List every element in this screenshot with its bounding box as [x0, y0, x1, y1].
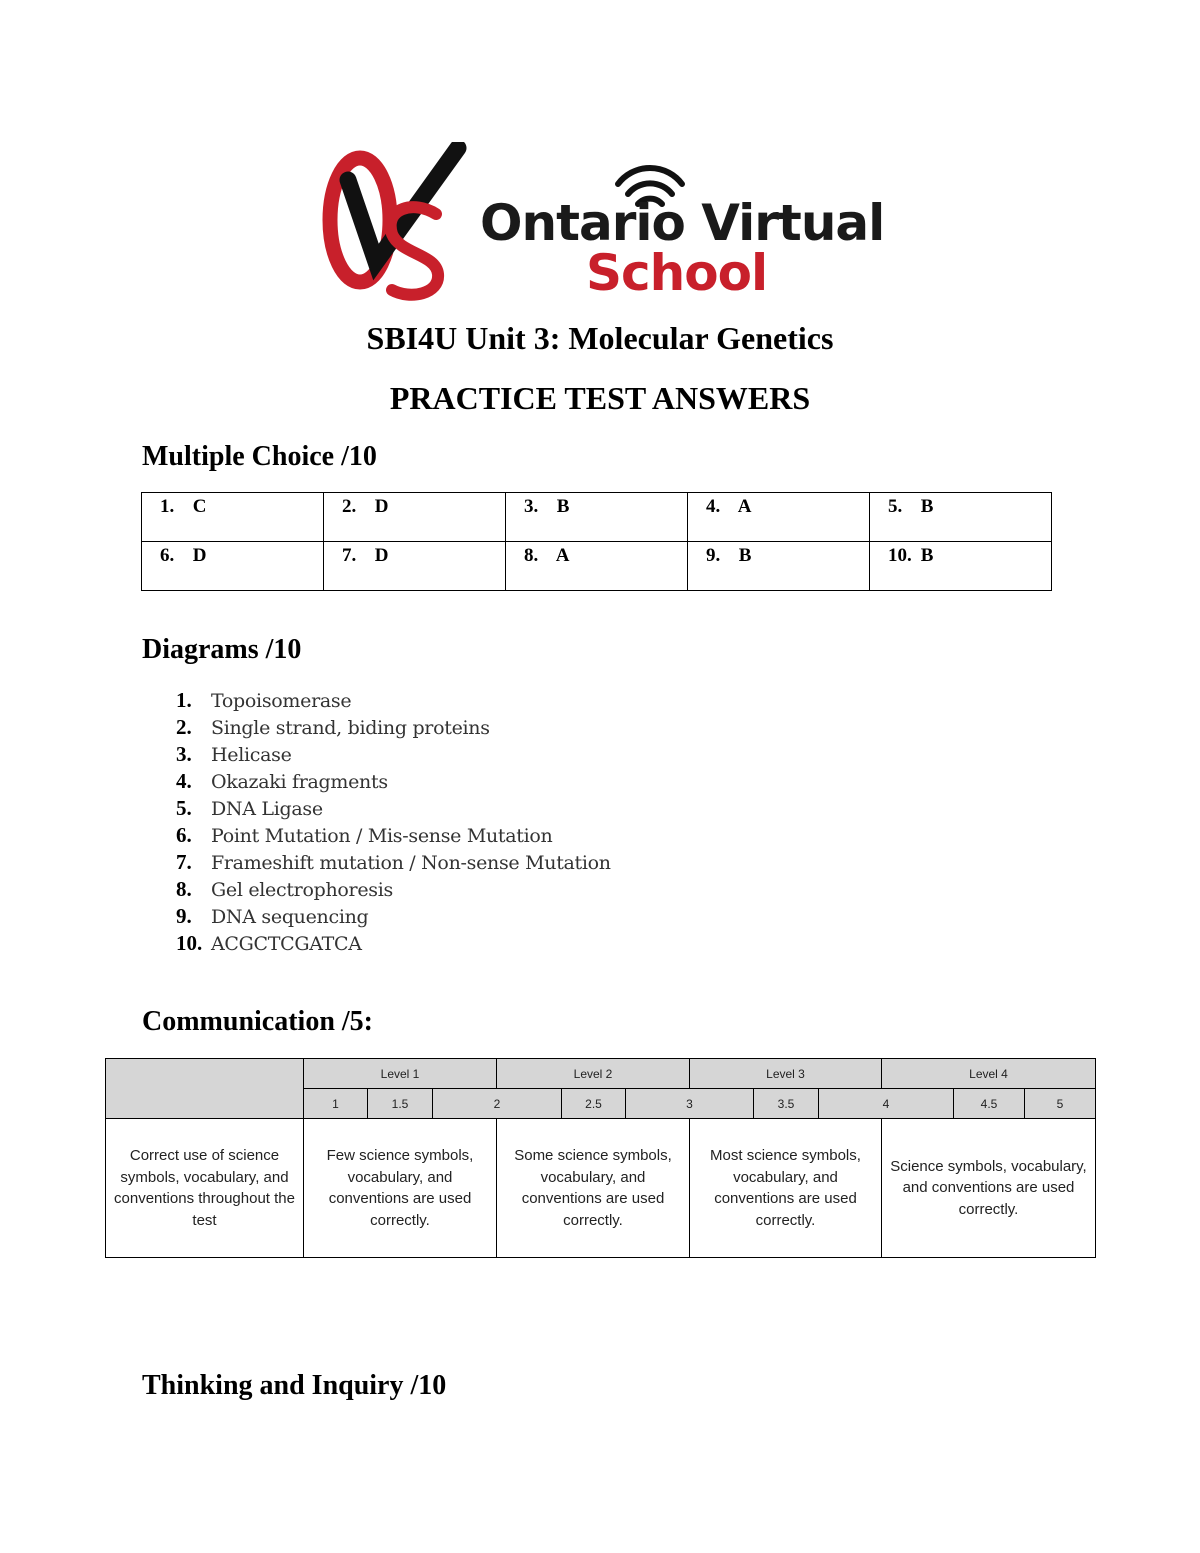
answer-letter: B [738, 545, 752, 566]
item-text: Frameshift mutation / Non-sense Mutation [211, 852, 611, 874]
answer-cell [506, 542, 688, 591]
rubric-score: 2.5 [561, 1088, 626, 1119]
answer-letter: B [556, 496, 570, 517]
rubric-level-header: Level 3 [689, 1058, 882, 1089]
item-number: 9. [176, 904, 192, 928]
item-text: Topoisomerase [211, 690, 352, 712]
question-number: 1. [160, 496, 175, 517]
rubric-descriptor-level-1: Few science symbols, vocabulary, and conventions are used correctly. [303, 1118, 497, 1258]
rubric-descriptor-level-4: Science symbols, vocabulary, and conventions are used correctly. [881, 1118, 1096, 1258]
item-text: ACGCTCGATCA [211, 933, 362, 955]
rubric-criterion: Correct use of science symbols, vocabulary, and conventions throughout the test [105, 1118, 304, 1258]
rubric-level-header: Level 2 [496, 1058, 690, 1089]
ovs-monogram-icon [318, 142, 498, 302]
rubric-descriptor-level-2: Some science symbols, vocabulary, and conventions are used correctly. [496, 1118, 690, 1258]
item-text: Gel electrophoresis [211, 879, 393, 901]
item-text: Helicase [211, 744, 292, 766]
logo-text-ontario-virtual: Ontario Virtual [480, 194, 885, 252]
document-title: PRACTICE TEST ANSWERS [389, 380, 811, 416]
answer-letter: A [737, 496, 752, 517]
school-logo [318, 142, 890, 302]
question-number: 9. [706, 545, 721, 566]
answer-letter: B [920, 496, 934, 517]
thinking-inquiry-heading: Thinking and Inquiry /10 [142, 1370, 447, 1401]
diagrams-answer-list [176, 687, 611, 957]
list-item [176, 768, 611, 795]
rubric-level-header: Level 4 [881, 1058, 1096, 1089]
item-number: 2. [176, 715, 192, 739]
rubric-score: 1 [303, 1088, 368, 1119]
table-row [142, 493, 1052, 542]
rubric-descriptor-level-3: Most science symbols, vocabulary, and conventions are used correctly. [689, 1118, 882, 1258]
answer-letter: D [192, 545, 207, 566]
item-number: 4. [176, 769, 192, 793]
rubric-score: 3.5 [753, 1088, 819, 1119]
question-number: 10. [888, 545, 912, 566]
table-row [142, 542, 1052, 591]
answer-cell [324, 542, 506, 591]
item-number: 6. [176, 823, 192, 847]
answer-cell [324, 493, 506, 542]
item-text: Single strand, biding proteins [211, 717, 490, 739]
answer-letter: D [374, 545, 389, 566]
list-item [176, 903, 611, 930]
list-item [176, 714, 611, 741]
item-number: 3. [176, 742, 192, 766]
rubric-score: 2 [432, 1088, 562, 1119]
answer-cell [506, 493, 688, 542]
course-title: SBI4U Unit 3: Molecular Genetics [366, 320, 834, 356]
rubric-score: 1.5 [367, 1088, 433, 1119]
question-number: 4. [706, 496, 721, 517]
rubric-header-blank [105, 1058, 304, 1119]
list-item [176, 795, 611, 822]
multiple-choice-answer-table [141, 492, 1052, 591]
item-text: Point Mutation / Mis-sense Mutation [211, 825, 553, 847]
list-item [176, 822, 611, 849]
list-item [176, 741, 611, 768]
list-item [176, 687, 611, 714]
answer-cell [870, 542, 1052, 591]
list-item [176, 849, 611, 876]
answer-cell [142, 542, 324, 591]
item-text: Okazaki fragments [211, 771, 388, 793]
answer-cell [688, 542, 870, 591]
question-number: 2. [342, 496, 357, 517]
answer-letter: D [374, 496, 389, 517]
item-number: 7. [176, 850, 192, 874]
answer-cell [688, 493, 870, 542]
rubric-level-header: Level 1 [303, 1058, 497, 1089]
rubric-score: 4.5 [953, 1088, 1025, 1119]
communication-rubric-table [105, 1058, 1096, 1258]
item-number: 1. [176, 688, 192, 712]
item-text: DNA sequencing [211, 906, 369, 928]
logo-text-school: School [586, 244, 768, 302]
answer-letter: C [192, 496, 207, 517]
answer-cell [142, 493, 324, 542]
question-number: 7. [342, 545, 357, 566]
rubric-score: 3 [625, 1088, 754, 1119]
item-number: 10. [176, 931, 203, 955]
question-number: 5. [888, 496, 903, 517]
item-text: DNA Ligase [211, 798, 323, 820]
question-number: 3. [524, 496, 539, 517]
answer-letter: A [555, 545, 570, 566]
rubric-score: 4 [818, 1088, 954, 1119]
question-number: 8. [524, 545, 539, 566]
answer-letter: B [920, 545, 934, 566]
diagrams-heading: Diagrams /10 [142, 634, 302, 665]
list-item [176, 930, 611, 957]
list-item [176, 876, 611, 903]
answer-cell [870, 493, 1052, 542]
multiple-choice-heading: Multiple Choice /10 [142, 441, 377, 472]
rubric-score: 5 [1024, 1088, 1096, 1119]
item-number: 8. [176, 877, 192, 901]
question-number: 6. [160, 545, 175, 566]
communication-heading: Communication /5: [142, 1006, 373, 1037]
item-number: 5. [176, 796, 192, 820]
